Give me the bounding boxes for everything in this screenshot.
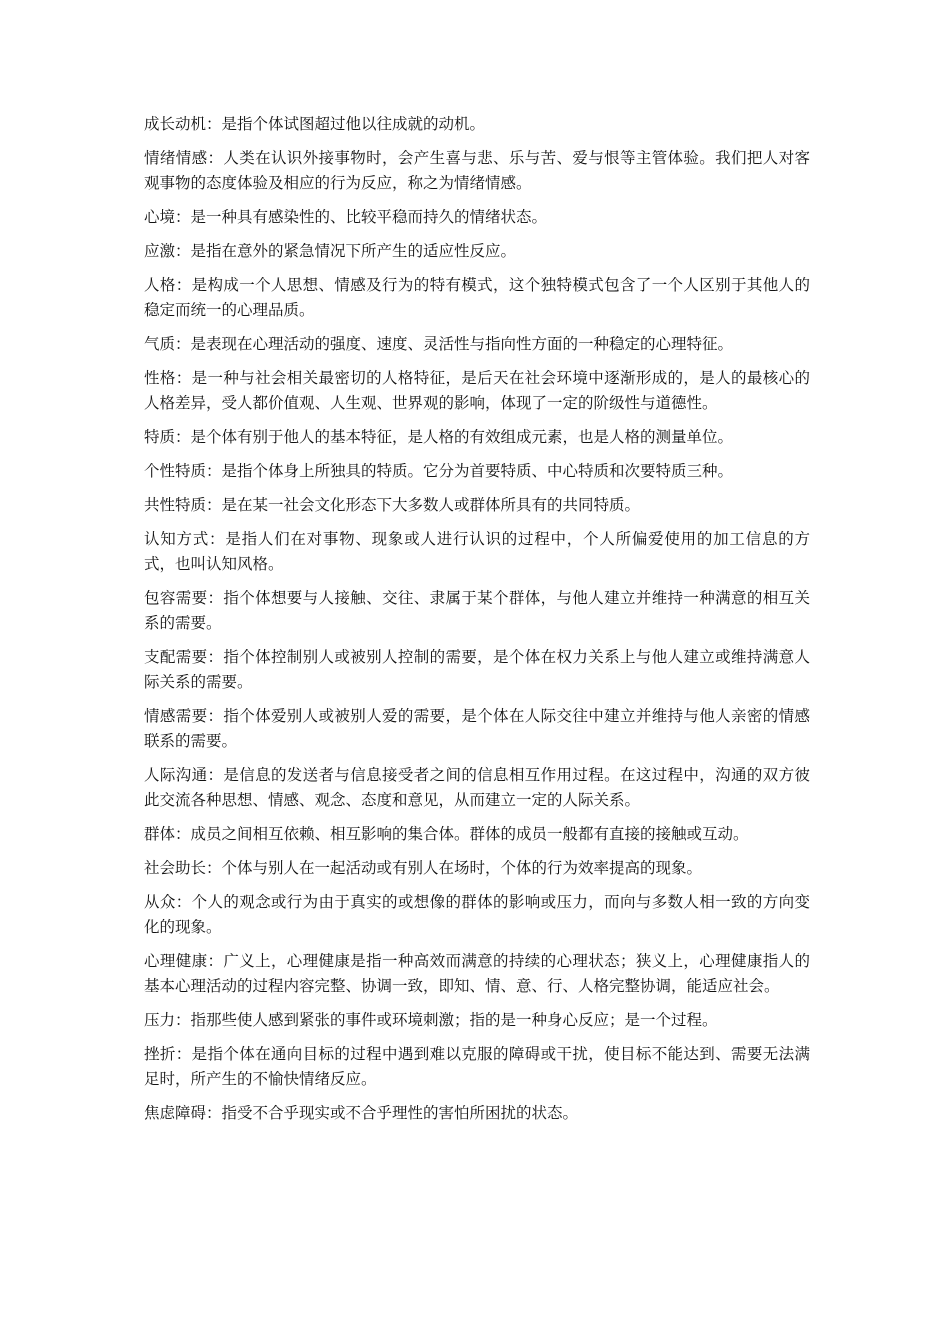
definition-entry — [144, 856, 810, 881]
definition-entry — [144, 205, 810, 230]
definition-text: 个体与别人在一起活动或有别人在场时，个体的行为效率提高的现象。 — [221, 859, 703, 877]
term-separator: ： — [207, 589, 224, 607]
definition-entry — [144, 949, 810, 999]
term: 焦虑障碍 — [144, 1104, 207, 1122]
term-separator: ： — [175, 242, 191, 260]
term: 个性特质 — [144, 462, 207, 480]
term-separator: ： — [206, 462, 222, 480]
definition-entry — [144, 527, 810, 577]
definition-text: 是表现在心理活动的强度、速度、灵活性与指向性方面的一种稳定的心理特征。 — [190, 335, 734, 353]
definition-entry — [144, 704, 810, 754]
definition-text: 是指在意外的紧急情况下所产生的适应性反应。 — [190, 242, 517, 260]
term-separator: ： — [175, 893, 192, 911]
term-separator: ： — [207, 707, 224, 725]
term: 人格 — [144, 276, 176, 294]
term: 群体 — [144, 825, 176, 843]
definition-text: 是个体有别于他人的基本特征，是人格的有效组成元素，也是人格的测量单位。 — [190, 428, 734, 446]
term: 认知方式 — [144, 530, 210, 548]
definition-entry — [144, 112, 810, 137]
term: 从众 — [144, 893, 176, 911]
definition-text: 是信息的发送者与信息接受者之间的信息相互作用过程。在这过程中，沟通的双方彼此交流各种思想、情感、观念、态度和意见，从而建立一定的人际关系。 — [144, 766, 810, 809]
term: 社会助长 — [144, 859, 207, 877]
definition-text: 个人的观念或行为由于真实的或想像的群体的影响或压力，而向与多数人相一致的方向变化的现象。 — [144, 893, 810, 936]
definition-text: 是指个体试图超过他以往成就的动机。 — [221, 115, 486, 133]
definition-text: 指个体想要与人接触、交往、隶属于某个群体，与他人建立并维持一种满意的相互关系的需要。 — [144, 589, 810, 632]
definition-entry — [144, 586, 810, 636]
definition-entry — [144, 493, 810, 518]
definition-text: 广义上，心理健康是指一种高效而满意的持续的心理状态；狭义上，心理健康指人的基本心理活动的过程内容完整、协调一致，即知、情、意、行、人格完整协调，能适应社会。 — [144, 952, 810, 995]
term: 心理健康 — [144, 952, 208, 970]
term-separator: ： — [206, 1104, 222, 1122]
term: 人际沟通 — [144, 766, 208, 784]
term-separator: ： — [206, 496, 222, 514]
definition-text: 是构成一个人思想、情感及行为的特有模式，这个独特模式包含了一个人区别于其他人的稳定而统一的心理品质。 — [144, 276, 810, 319]
term-separator: ： — [207, 648, 224, 666]
definition-text: 是一种具有感染性的、比较平稳而持久的情绪状态。 — [190, 208, 548, 226]
term-separator: ： — [206, 859, 222, 877]
term-separator: ： — [206, 115, 222, 133]
term: 包容需要 — [144, 589, 208, 607]
definition-entry — [144, 822, 810, 847]
definition-text: 是指个体在通向目标的过程中遇到难以克服的障碍或干扰，使目标不能达到、需要无法满足时，所产生的不愉快情绪反应。 — [144, 1045, 810, 1088]
term: 支配需要 — [144, 648, 208, 666]
term: 性格 — [144, 369, 176, 387]
term-separator: ： — [175, 428, 191, 446]
definition-entry — [144, 273, 810, 323]
definition-text: 是一种与社会相关最密切的人格特征，是后天在社会环境中逐渐形成的，是人的最核心的人格差异，受人都价值观、人生观、世界观的影响，体现了一定的阶级性与道德性。 — [144, 369, 810, 412]
term-separator: ： — [209, 530, 226, 548]
term: 挫折 — [144, 1045, 176, 1063]
definition-text: 是指个体身上所独具的特质。它分为首要特质、中心特质和次要特质三种。 — [221, 462, 734, 480]
definition-entry — [144, 1008, 810, 1033]
term-separator: ： — [175, 335, 191, 353]
term-separator: ： — [175, 1045, 192, 1063]
definition-entry — [144, 645, 810, 695]
term-separator: ： — [207, 149, 224, 167]
term: 应激 — [144, 242, 176, 260]
definition-entry — [144, 459, 810, 484]
term: 压力 — [144, 1011, 176, 1029]
definition-entry — [144, 146, 810, 196]
definition-entry — [144, 1101, 810, 1126]
term-separator: ： — [175, 1011, 191, 1029]
definition-entry — [144, 890, 810, 940]
term-separator: ： — [175, 825, 191, 843]
definition-entry — [144, 332, 810, 357]
definition-entry — [144, 763, 810, 813]
definition-text: 指受不合乎现实或不合乎理性的害怕所困扰的状态。 — [221, 1104, 579, 1122]
term: 情绪情感 — [144, 149, 208, 167]
term-separator: ： — [207, 952, 224, 970]
definition-text: 是在某一社会文化形态下大多数人或群体所具有的共同特质。 — [221, 496, 641, 514]
term-separator: ： — [175, 208, 191, 226]
term-separator: ： — [207, 766, 224, 784]
term-separator: ： — [175, 369, 192, 387]
term: 特质 — [144, 428, 176, 446]
term: 情感需要 — [144, 707, 208, 725]
term: 气质 — [144, 335, 176, 353]
definition-text: 人类在认识外接事物时，会产生喜与悲、乐与苦、爱与恨等主管体验。我们把人对客观事物的态度体验及相应的行为反应，称之为情绪情感。 — [144, 149, 810, 192]
definition-entry — [144, 1042, 810, 1092]
definition-entry — [144, 366, 810, 416]
term: 成长动机 — [144, 115, 207, 133]
term: 共性特质 — [144, 496, 207, 514]
definition-text: 指那些使人感到紧张的事件或环境刺激；指的是一种身心反应；是一个过程。 — [190, 1011, 718, 1029]
definition-text: 成员之间相互依赖、相互影响的集合体。群体的成员一般都有直接的接触或互动。 — [190, 825, 749, 843]
document-page — [144, 112, 810, 1135]
definition-text: 是指人们在对事物、现象或人进行认识的过程中，个人所偏爱使用的加工信息的方式，也叫认知风格。 — [144, 530, 810, 573]
definition-entry — [144, 425, 810, 450]
term: 心境 — [144, 208, 176, 226]
term-separator: ： — [175, 276, 192, 294]
definition-text: 指个体爱别人或被别人爱的需要，是个体在人际交往中建立并维持与他人亲密的情感联系的需要。 — [144, 707, 810, 750]
definition-text: 指个体控制别人或被别人控制的需要，是个体在权力关系上与他人建立或维持满意人际关系的需要。 — [144, 648, 810, 691]
definition-entry — [144, 239, 810, 264]
